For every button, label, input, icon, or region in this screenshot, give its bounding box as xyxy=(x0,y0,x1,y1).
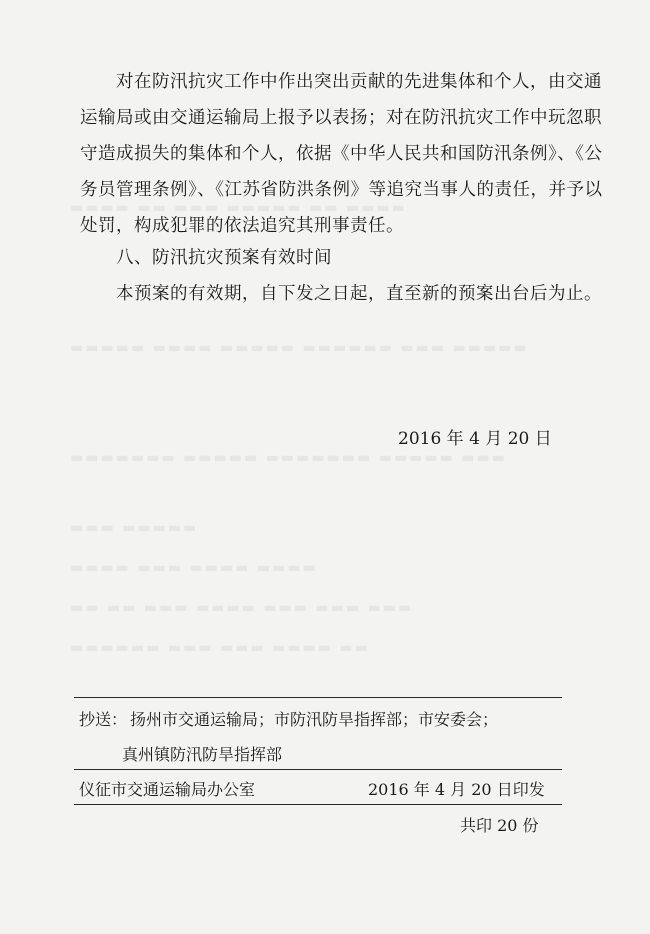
reverse-bleed-through: ▬▬▬▬ ▬▬ ▬▬▬ ▬▬▬▬▬ ▬▬ ▬▬▬▬ xyxy=(70,200,407,216)
sign-date: 2016 年 4 月 20 日 xyxy=(398,429,552,449)
reverse-bleed-through: ▬▬ ▬▬ ▬▬▬ ▬▬▬▬ ▬▬▬ ▬▬▬ ▬▬▬ xyxy=(70,600,414,616)
section-heading: 八、防汛抗灾预案有效时间 xyxy=(116,248,332,268)
paragraph1-line-5: 处罚，构成犯罪的依法追究其刑事责任。 xyxy=(80,216,404,236)
footer-rule-middle xyxy=(74,769,562,770)
paragraph-validity xyxy=(80,276,602,312)
cc-recipients-line-2: 真州镇防汛防旱指挥部 xyxy=(122,745,283,764)
footer-rule-bottom xyxy=(74,804,562,805)
issuing-office: 仪征市交通运输局办公室 xyxy=(79,780,256,799)
issue-date: 2016 年 4 月 20 日印发 xyxy=(368,780,545,799)
reverse-bleed-through: ▬▬▬▬▬▬ ▬▬▬ ▬▬▬ ▬▬▬▬ ▬▬ xyxy=(70,640,370,656)
paragraph2-text: 本预案的有效期，自下发之日起，直至新的预案出台后为止。 xyxy=(116,284,602,304)
paragraph1-line-1: 对在防汛抗灾工作中作出突出贡献的先进集体和个人，由交通 xyxy=(116,72,602,92)
print-copies: 共印 20 份 xyxy=(460,816,539,835)
reverse-bleed-through: ▬▬▬▬▬ ▬▬▬▬ ▬▬▬▬▬ ▬▬▬▬▬▬ ▬▬▬ ▬▬▬▬▬ xyxy=(70,340,529,356)
footer-rule-top xyxy=(74,697,562,698)
paragraph1-line-3: 守造成损失的集体和个人，依据《中华人民共和国防汛条例》、《公 xyxy=(80,144,603,164)
paragraph1-line-4: 务员管理条例》、《江苏省防洪条例》等追究当事人的责任，并予以 xyxy=(80,180,603,200)
reverse-bleed-through: ▬▬▬▬ ▬▬▬ ▬▬▬▬ ▬▬▬▬ xyxy=(70,560,318,576)
cc-recipients-line-1: 扬州市交通运输局；市防汛防旱指挥部；市安委会； xyxy=(130,710,499,729)
paragraph-commendation-penalty xyxy=(80,64,603,244)
reverse-bleed-through: ▬▬▬ ▬▬▬▬▬ xyxy=(70,520,199,536)
cc-label: 抄送： xyxy=(79,710,128,729)
reverse-bleed-through: ▬▬▬▬▬▬▬ ▬▬▬▬▬ ▬▬▬▬▬▬▬ ▬▬▬▬▬ ▬▬▬ xyxy=(70,450,507,466)
paragraph1-line-2: 运输局或由交通运输局上报予以表扬；对在防汛抗灾工作中玩忽职 xyxy=(80,108,602,128)
